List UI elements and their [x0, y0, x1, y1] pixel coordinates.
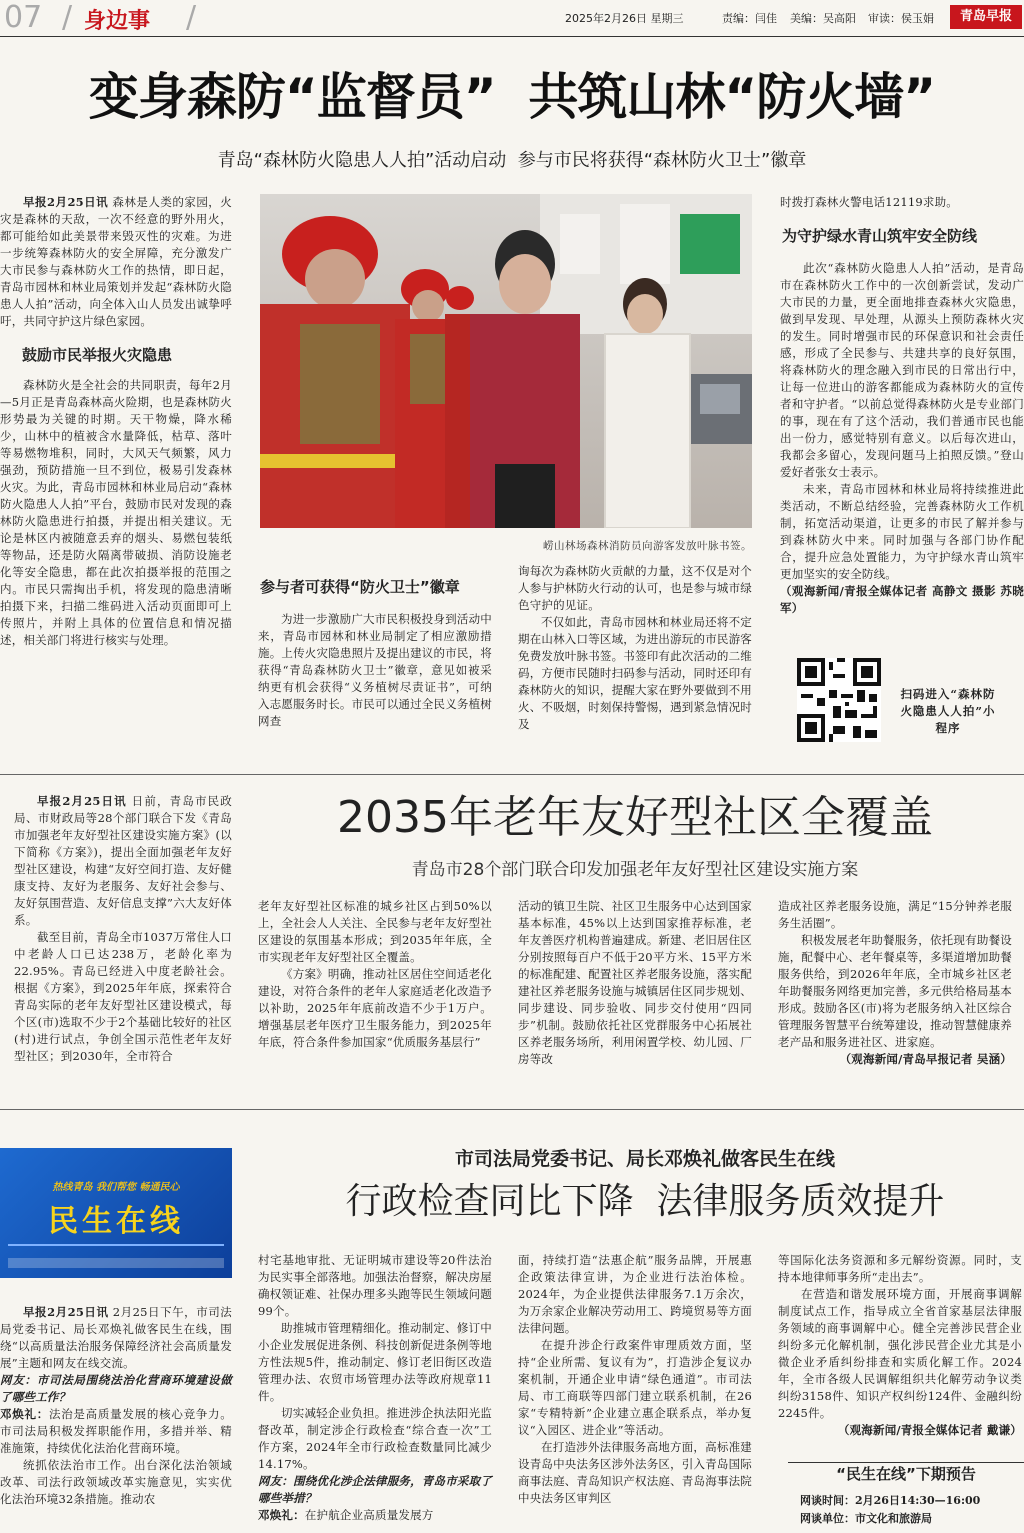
story3-a2: 在护航企业高质量发展方	[304, 1508, 434, 1522]
header-rule	[0, 36, 1024, 37]
story1-col1	[0, 194, 232, 649]
photo-firefighters-illustration	[260, 194, 752, 528]
preview-time: 网谈时间：2月26日14:30—16:00	[800, 1494, 981, 1507]
story2-col4	[778, 898, 1012, 1068]
minsheng-banner	[0, 1148, 232, 1278]
story2-subhead: 青岛市28个部门联合印发加强老年友好型社区建设实施方案	[411, 860, 859, 880]
story1-byline: （观海新闻/青报全媒体记者 高静文 摄影 苏晓军）	[780, 584, 1024, 615]
story1-col1-p2: 森林防火是全社会的共同职责，每年2月—5月正是青岛森林高火险期，也是森林防火形势最为关键的时期。天干物燥，降水稀少，山林中的植被含水量降低，枯草、落叶等易燃物堆积，同时，大风天气频繁，风力强劲，预防措施一旦不到位，极易引发森林火灾。为此，青岛市园林和林业局启动“森林防火隐患人人拍”平台，鼓励市民对发现的森林防火隐患进行拍摄，并提出相关建议。无论是林区内被随意丢弃的烟头、易燃包装纸等物品，还是防火隔离带破损、消防设施老化等安全隐患，都在此次拍摄举报的范围之内。市民只需掏出手机，将发现的隐患清晰拍摄下来，扫描二维码进入活动页面即可上传照片，并附上具体的位置信息和情况描述，相关部门将进行核实与处理。	[0, 378, 232, 647]
story3-col3-p1: 面，持续打造“法惠企航”服务品牌，开展惠企政策法律宣讲，为企业进行法治体检。2024年，为企业提供法律服务7.1万余次，为万余家企业解决劳动用工、跨境贸易等方面法律问题。	[518, 1253, 752, 1335]
story3-col3-p3: 在打造涉外法律服务高地方面，高标准建设青岛中央法务区涉外法务区，引入青岛国际商事法庭、青岛知识产权法庭、青岛海事法院中央法务区审判区	[518, 1440, 752, 1505]
photo-caption: 崂山林场森林消防员向游客发放叶脉书签。	[543, 540, 752, 552]
story1-subheading-2: 参与者可获得“防火卫士”徽章	[260, 578, 460, 596]
story2-col4-p1: 造成社区养老服务设施，满足“15分钟养老服务生活圈”。	[778, 899, 1012, 930]
story3-a1-name: 邓焕礼：	[0, 1407, 49, 1421]
story2-col3	[518, 898, 752, 1068]
story1-col4	[780, 194, 1024, 617]
story1-subheading-3: 为守护绿水青山筑牢安全防线	[782, 227, 978, 245]
story1-col2-p1: 为进一步激励广大市民积极投身到活动中来，青岛市园林和林业局制定了相应激励措施。上传火灾隐患照片及提出建议的市民，将获得“青岛森林防火卫士”徽章，意见如被采纳更有机会获得“义务植树尽责证书”，可纳入志愿服务时长。市民可以通过全民义务植树网查	[258, 612, 492, 728]
banner-tag: 热线青岛 我们帮您 畅通民心	[52, 1182, 180, 1193]
story3-col4	[778, 1252, 1022, 1439]
slash-divider: /	[62, 0, 73, 35]
story2-lead: 早报2月25日讯	[37, 794, 127, 808]
story3-col1-p2: 统抓依法治市工作。出台深化法治领域改革、司法行政领域改革实施意见，实实优化法治环境32条措施。推动农	[0, 1458, 232, 1506]
story2-byline: （观海新闻/青岛早报记者 吴涵）	[839, 1052, 1012, 1066]
story1-subhead: 青岛“森林防火隐患人人拍”活动启动 参与市民将获得“森林防火卫士”徽章	[217, 150, 807, 171]
story1-headline: 变身森防“监督员” 共筑山林“防火墙”	[88, 68, 936, 126]
story3-col1	[0, 1304, 232, 1508]
banner-decor	[8, 1244, 224, 1246]
section-name: 身边事	[84, 9, 151, 34]
story2-col2	[258, 898, 492, 1051]
story3-col2-p1: 村宅基地审批、无证明城市建设等20件法治为民实事全部落地。加强法治督察，解决房屋确权领证难、社保办理多头跑等民生领域问题99个。	[258, 1253, 492, 1318]
story3-a1: 法治是高质量发展的核心竞争力。市司法局积极发挥职能作用，多措并举、精准施策，持续优化法治化营商环境。	[0, 1407, 232, 1455]
story1-col3-p1: 询每次为森林防火贡献的力量，这不仅是对个人参与护林防火行动的认可，也是参与城市绿色守护的见证。	[518, 564, 752, 612]
story3-col2-p3: 切实减轻企业负担。推进涉企执法阳光监督改革，制定涉企行政检查“综合查一次”工作方案，2024年全市行政检查数量同比减少14.17%。	[258, 1406, 492, 1471]
story3-q1: 网友：市司法局围绕法治化营商环境建设做了哪些工作？	[0, 1373, 232, 1404]
story2-col1-p2: 截至目前，青岛全市1037万常住人口中老龄人口已达238万，老龄化率为22.95%。青岛已经进入中度老龄社会。根据《方案》，到2025年年底，探索符合青岛实际的老年友好型社区建设模式，每个区(市)选取不少于2个基础比较好的社区(村)进行试点，争创全国示范性老年友好型社区；到2030年，全市符合	[14, 930, 232, 1063]
story3-headline: 行政检查同比下降 法律服务质效提升	[345, 1181, 945, 1222]
banner-title: 民生在线	[48, 1204, 184, 1239]
story1-subheading-1: 鼓励市民举报火灾隐患	[22, 346, 173, 364]
story3-col3	[518, 1252, 752, 1507]
story1-photo	[260, 194, 752, 528]
story3-col4-p2: 在营造和谐发展环境方面，开展商事调解制度试点工作，指导成立全省首家基层法律服务领域的商事调解中心。健全完善涉民营企业纠纷多元化解机制，强化涉民营企业尤其是小微企业矛盾纠纷排查和实质化解工作。2024年，全市各级人民调解组织共化解劳动争议类纠纷3158件、知识产权纠纷124件、金融纠纷2245件。	[778, 1287, 1022, 1420]
story1-col4-p0: 时拨打森林火警电话12119求助。	[780, 195, 958, 209]
story1-col4-p1: 此次“森林防火隐患人人拍”活动，是青岛市在森林防火工作中的一次创新尝试，发动广大市民的力量，更全面地排查森林火灾隐患，做到早发现、早处理，从源头上预防森林火灾的发生。同时增强市民的环保意识和社会责任感，形成了全民参与、共建共享的良好氛围，将森林防火的理念融入到市民的日常出行中，让每一位进山的游客都能成为森林防火的宣传者和守护者。“以前总觉得森林防火是专业部门的事，现在有了这个活动，我们普通市民也能出一份力，感觉特别有意义。以后每次进山，我都会多留心，发现问题马上拍照反馈。”登山爱好者张女士表示。	[780, 261, 1024, 479]
story2-headline: 2035年老年友好型社区全覆盖	[337, 792, 933, 843]
qr-caption: 扫码进入“森林防火隐患人人拍”小程序	[900, 687, 996, 735]
story3-col3-p2: 在提升涉企行政案件审理质效方面，坚持“企业所需、复议有为”，打造涉企复议办案机制，开通企业申请“绿色通道”。市司法局、市工商联等四部门建立联系机制，在26家“专精特新”企业建立惠企联系点，举办复议“入园区、进企业”等活动。	[518, 1338, 752, 1437]
story2-col3-p1: 活动的镇卫生院、社区卫生服务中心达到国家基本标准，45%以上达到国家推荐标准，老年友善医疗机构普遍建成。新建、老旧居住区分别按照每百户不低于20平方米、15平方米的标准配建、配置社区养老服务设施，落实配建社区养老服务设施与城镇居住区同步规划、同步建设、同步验收、同步交付使用“四同步”机制。鼓励依托社区党群服务中心拓展社区养老服务场所，利用闲置学校、幼儿园、厂房等改	[518, 899, 752, 1066]
story3-col2	[258, 1252, 492, 1524]
story1-lead: 早报2月25日讯	[23, 195, 109, 209]
story1-col3-p2: 不仅如此，青岛市园林和林业局还将不定期在山林入口等区域，为进出游玩的市民游客免费发放叶脉书签。书签印有此次活动的二维码，方便市民随时扫码参与活动，同时还印有森林防火的知识，提醒大家在野外要做到不用火、不吸烟，时刻保持警惕，遇到紧急情况时及	[518, 615, 752, 731]
story2-col4-p2: 积极发展老年助餐服务，依托现有助餐设施，配餐中心、老年餐桌等，多渠道增加助餐服务供给，到2026年年底，全市城乡社区老年助餐服务网络更加完善，多元供给格局基本形成。鼓励各区(市)将为老服务纳入社区综合管理服务智慧平台统筹建设，推动智慧健康养老产品和服务进社区、进家庭。	[778, 933, 1012, 1049]
page-number: 07	[4, 0, 43, 35]
slash-divider-2: /	[186, 0, 197, 35]
story3-col2-p2: 助推城市管理精细化。推动制定、修订中小企业发展促进条例、科技创新促进条例等地方性法规5件，推动制定、修订老旧街区改造管理办法、农贸市场管理办法等政府规章11件。	[258, 1321, 492, 1403]
story1-col1-p1: 森林是人类的家园，火灾是森林的天敌，一次不经意的野外用火，都可能给如此美景带来毁灭性的灾难。为进一步统筹森林防火的安全屏障，充分激发广大市民参与森林防火工作的热情，即日起，青岛市园林和林业局策划并发起“森林防火隐患人人拍”活动，向全体入山人员发出诚挚呼吁，共同守护这片绿色家园。	[0, 195, 233, 328]
story1-col3	[518, 563, 752, 733]
issue-date: 2025年2月26日 星期三	[565, 12, 684, 25]
story3-a2-name: 邓焕礼：	[258, 1508, 305, 1522]
qr-code-icon	[797, 658, 881, 742]
story3-col1-p1: 2月25日下午，市司法局党委书记、局长邓焕礼做客民生在线，围绕“以高质量法治服务保障经济社会高质量发展”主题和网友在线交流。	[0, 1305, 232, 1370]
designer-credit: 美编：吴高阳	[790, 12, 856, 25]
story3-q2: 网友：围绕优化涉企法律服务，青岛市采取了哪些举措？	[258, 1474, 492, 1505]
story2-col1	[14, 793, 232, 1065]
banner-decor-2	[8, 1258, 224, 1268]
story2-col1-p1: 日前，青岛市民政局、市财政局等28个部门联合下发《青岛市加强老年友好型社区建设实施方案》(以下简称《方案》)，提出全面加强老年友好型社区建设，构建“友好空间打造、友好健康支持、友好为老服务、友好社会参与、友好氛围营造、友好信息支撑”六大友好体系。	[14, 794, 233, 927]
story3-lead: 早报2月25日讯	[23, 1305, 109, 1319]
preview-box	[788, 1462, 1024, 1533]
story3-byline: （观海新闻/青报全媒体记者 戴谦）	[837, 1423, 1022, 1437]
story1-col2	[258, 566, 492, 730]
story2-col2-p1: 老年友好型社区标准的城乡社区占到50%以上，全社会人人关注、全民参与老年友好型社区建设的氛围基本形成；到2035年年底，全市实现老年友好型社区全覆盖。	[258, 899, 492, 964]
story3-kicker: 市司法局党委书记、局长邓焕礼做客民生在线	[454, 1148, 835, 1170]
page-header	[0, 0, 1024, 38]
brand-logo: 青岛早报	[950, 5, 1022, 29]
proof-credit: 审读：侯玉娟	[868, 12, 934, 25]
preview-title: “民生在线”下期预告	[788, 1463, 1024, 1484]
story3-col4-p1: 等国际化法务资源和多元解纷资源。同时，支持本地律师事务所“走出去”。	[778, 1253, 1022, 1284]
editor-credit: 责编：闫佳	[722, 12, 777, 25]
preview-unit: 网谈单位：市文化和旅游局	[800, 1512, 932, 1525]
qr-code[interactable]	[797, 658, 881, 742]
story1-col4-p2: 未来，青岛市园林和林业局将持续推进此类活动，不断总结经验，完善森林防火工作机制，拓宽活动渠道，让更多的市民了解并参与到森林防火中来。同时加强与各部门协作配合，提升应急处置能力，为守护绿水青山筑牢更加坚实的安全防线。	[780, 482, 1024, 581]
story2-col2-p2: 《方案》明确，推动社区居住空间适老化建设，对符合条件的老年人家庭适老化改造予以补助，2025年年底前改造不少于1万户。增强基层老年医疗卫生服务能力，到2025年年底，符合条件参加国家“优质服务基层行”	[258, 967, 492, 1049]
